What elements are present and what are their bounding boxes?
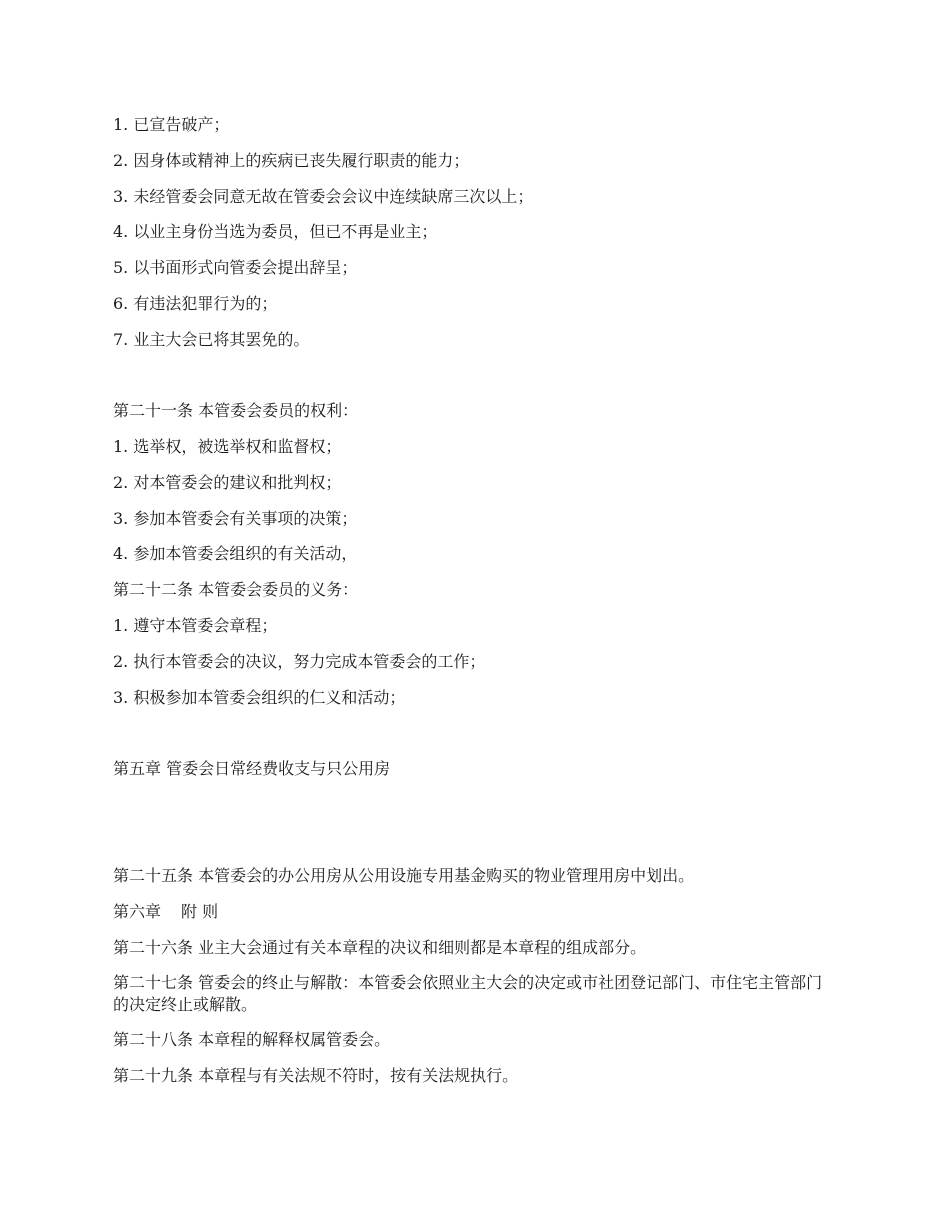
clause-item-6: 6. 有违法犯罪行为的； [113,294,278,313]
article-25: 第二十五条 本管委会的办公用房从公用设施专用基金购买的物业管理用房中划出。 [113,866,695,885]
chapter-6-label: 第六章 [113,902,162,921]
article-22-heading: 第二十二条 本管委会委员的义务： [113,580,359,599]
chapter-5-heading: 第五章 管委会日常经费收支与只公用房 [113,759,391,778]
rights-item-2: 2. 对本管委会的建议和批判权； [113,473,342,492]
clause-item-3: 3. 未经管委会同意无故在管委会会议中连续缺席三次以上； [113,187,534,206]
clause-item-2: 2. 因身体或精神上的疾病已丧失履行职责的能力； [113,151,470,170]
article-21-heading: 第二十一条 本管委会委员的权利： [113,401,359,420]
clause-item-4: 4. 以业主身份当选为委员，但已不再是业主； [113,222,438,241]
clause-item-5: 5. 以书面形式向管委会提出辞呈； [113,258,358,277]
rights-item-3: 3. 参加本管委会有关事项的决策； [113,509,358,528]
clause-item-1: 1. 已宣告破产； [113,115,230,134]
rights-item-1: 1. 选举权，被选举权和监督权； [113,437,342,456]
article-29: 第二十九条 本章程与有关法规不符时，按有关法规执行。 [113,1066,519,1085]
duties-item-2: 2. 执行本管委会的决议，努力完成本管委会的工作； [113,652,486,671]
article-26: 第二十六条 业主大会通过有关本章程的决议和细则都是本章程的组成部分。 [113,938,647,957]
article-28: 第二十八条 本章程的解释权属管委会。 [113,1030,391,1049]
chapter-6-heading [113,902,833,922]
rights-item-4: 4. 参加本管委会组织的有关活动， [113,544,358,563]
article-27: 第二十七条 管委会的终止与解散：本管委会依照业主大会的决定或市社团登记部门、市住宅主管部门的决定终止或解散。 [113,973,823,1014]
duties-item-3: 3. 积极参加本管委会组织的仁义和活动； [113,688,406,707]
chapter-6-title: 附 则 [181,902,219,921]
duties-item-1: 1. 遵守本管委会章程； [113,616,278,635]
clause-item-7: 7. 业主大会已将其罢免的。 [113,330,310,349]
